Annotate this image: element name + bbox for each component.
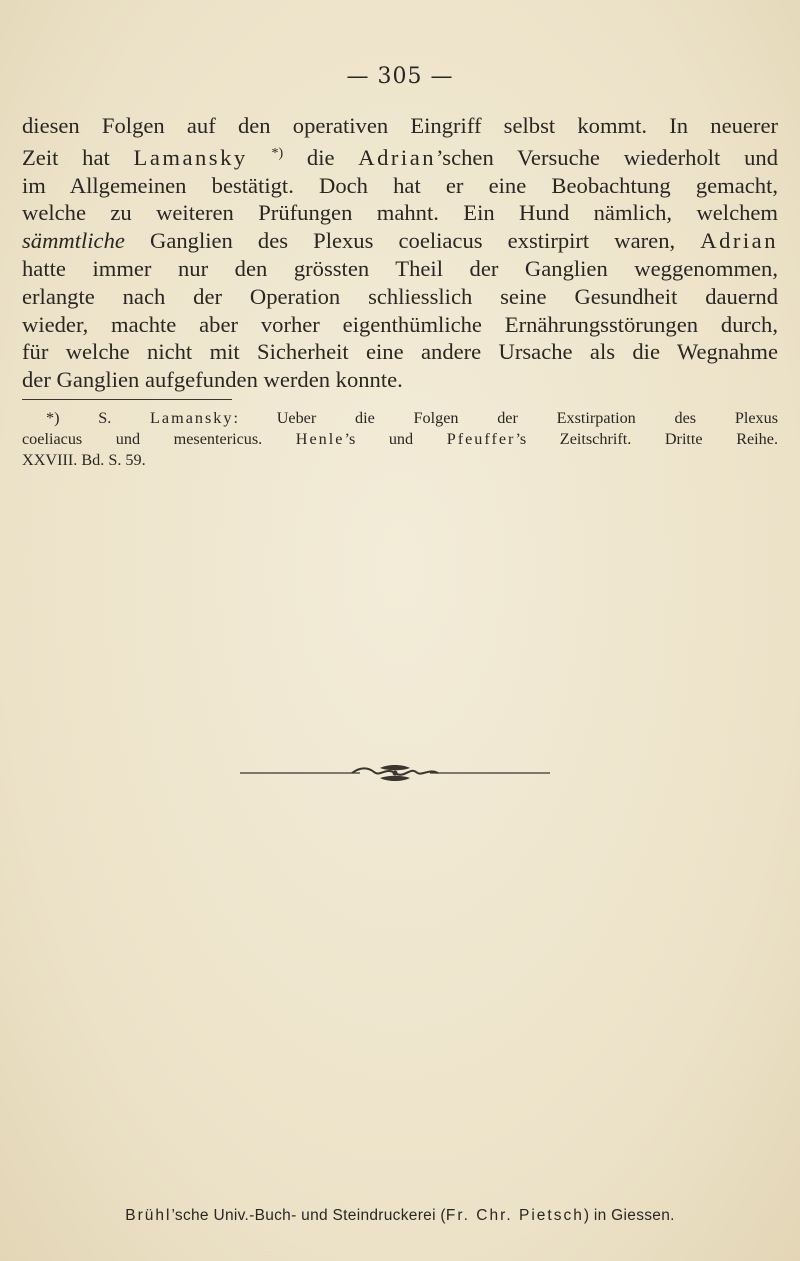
text-line: wieder, machte aber vorher eigenthümliche Ernährungsstörungen durch, xyxy=(22,311,778,337)
author-name-lamansky: Lamansky xyxy=(133,144,248,170)
printer-name: Brühl xyxy=(125,1207,172,1224)
page-number: — 305 — xyxy=(346,64,454,89)
footnote-mark: *) xyxy=(46,409,60,427)
author-name-pfeuffer: Pfeuffer xyxy=(446,430,516,448)
text-line: für welche nicht mit Sicherheit eine andere Ursache als die Wegnahme xyxy=(22,339,778,365)
footnote-line: XXVIII. Bd. S. 59. xyxy=(22,451,146,469)
text-segment: Ganglien des Plexus coeliacus exstirpirt waren, xyxy=(124,228,701,254)
footnote-reference: *) xyxy=(271,145,284,161)
italic-word: sämmtliche xyxy=(22,228,125,254)
ornament-divider-icon xyxy=(240,764,550,782)
text-line: welche zu weiteren Prüfungen mahnt. Ein Hund nämlich, welchem xyxy=(22,200,778,226)
author-name-henle: Henle xyxy=(295,430,345,448)
text-line xyxy=(22,227,778,255)
footnote xyxy=(22,408,778,471)
text-line: diesen Folgen auf den operativen Eingriff selbst kommt. In neuerer xyxy=(22,113,778,138)
footnote-line xyxy=(22,408,778,429)
text-segment: coeliacus und mesentericus. xyxy=(22,430,296,448)
body-paragraph xyxy=(22,112,778,394)
text-segment: Zeit hat xyxy=(22,144,134,170)
text-segment: ) in Giessen. xyxy=(583,1207,675,1224)
printer-owner: Fr. Chr. Pietsch xyxy=(445,1207,584,1224)
text-line xyxy=(22,140,778,172)
text-line: hatte immer nur den grössten Theil der Ganglien weggenommen, xyxy=(22,255,778,281)
author-name-adrian: Adrian xyxy=(358,144,437,170)
text-segment: ’s Zeitschrift. Dritte Reihe. xyxy=(515,430,778,448)
text-segment: die xyxy=(283,144,359,170)
text-line: erlangte nach der Operation schliesslich seine Gesundheit dauernd xyxy=(22,283,778,309)
footnote-line xyxy=(22,429,778,450)
text-segment: : Ueber die Folgen der Exstirpation des Plexus xyxy=(233,409,778,427)
text-line: der Ganglien aufgefunden werden konnte. xyxy=(22,367,403,393)
author-name-lamansky: Lamansky xyxy=(150,409,234,427)
author-name-adrian: Adrian xyxy=(700,228,778,254)
printer-imprint xyxy=(0,1207,800,1225)
text-segment: S. xyxy=(59,409,151,427)
text-segment: ’schen Versuche wiederholt und xyxy=(436,144,778,170)
text-segment: ’sche Univ.-Buch- und Steindruckerei ( xyxy=(171,1207,446,1224)
footnote-divider xyxy=(22,399,232,400)
text-segment: ’s und xyxy=(344,430,447,448)
text-line: im Allgemeinen bestätigt. Doch hat er eine Beobachtung gemacht, xyxy=(22,172,778,198)
